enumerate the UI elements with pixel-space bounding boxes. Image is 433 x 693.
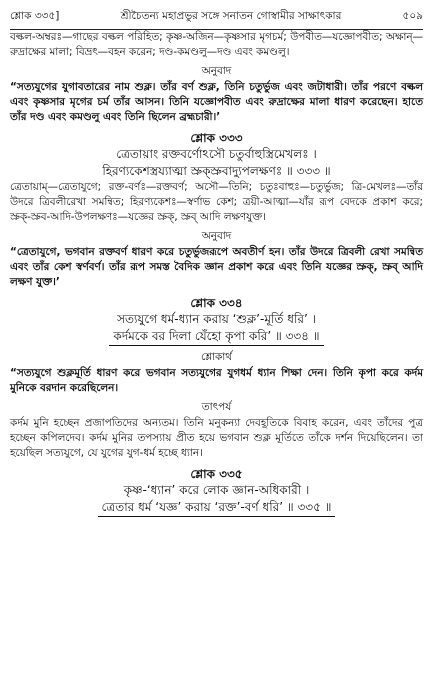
paragraph-tr-334: “সত্যযুগে শুক্লমূর্তি ধারণ করে ভগবান সত্যযুগের যুগধর্ম ধ্যান শিক্ষা দেন। তিনি কৃপা করে কর্দম মুনিকে বরদান করেছিলেন। xyxy=(10,367,423,394)
paragraph-wm-333: ত্রেতায়াম্—ত্রেতাযুগে; রক্ত-বর্ণঃ—রক্তবর্ণ; অসৌ—তিনি; চতুঃবাহুঃ—চতুর্ভুজ; ত্রি-মেখলঃ—তাঁর উদরে ত্রিবলীরেখা সমন্বিত; হিরণ্যকেশঃ—স্বর্ণাভ কেশ; ত্রয়ী-আত্মা—যাঁর রূপ বেদকে প্রকাশ করে; স্রুক্-স্রুব-আদি-উপলক্ষণঃ—যজ্ঞের স্রুক্, স্রুব্ আদি লক্ষণযুক্ত। xyxy=(10,181,423,223)
section-label-label-anuvad-1: অনুবাদ xyxy=(201,65,232,77)
page-number: ৫০৯ xyxy=(402,10,423,22)
section-label-label-anuvad-2: অনুবাদ xyxy=(201,230,232,242)
page-body xyxy=(10,30,423,517)
verse-line-v335-1: কৃষ্ণ-‘ধ্যান’ করে লোক জ্ঞান-অধিকারী । xyxy=(123,483,310,497)
section-label-label-tatparya: তাৎপর্য xyxy=(201,401,232,413)
verse-line-text: কর্দমকে বর দিলা যেঁহো কৃপা করি’ ॥ ৩৩৪ ॥ xyxy=(109,328,323,346)
header-verse-ref: শ্লোক ৩৩৫] xyxy=(10,10,60,22)
running-header xyxy=(10,8,423,30)
paragraph-tr-333: “ত্রেতাযুগে, ভগবান রক্তবর্ণ ধারণ করে চতুর্ভুজরূপে অবতীর্ণ হন। তাঁর উদরে ত্রিবলী রেখা সমন্বিত এবং তাঁর কেশ স্বর্ণবর্ণ। তাঁর রূপ সমস্ত বৈদিক জ্ঞান প্রকাশ করে এবং তিনি যজ্ঞের স্রুক্, স্রুব্ আদি লক্ষণ যুক্ত।’ xyxy=(10,246,423,288)
section-label-label-shlokartha: শ্লোকার্থ xyxy=(200,351,233,363)
paragraph-wm-332: বল্কল-অম্বরঃ—গাছের বল্কল পরিহিত; কৃষ্ণ-অজিন—কৃষ্ণসার মৃগচর্ম; উপবীত—যজ্ঞোপবীত; অক্ষান্—রুদ্রাক্ষের মালা; বিভ্রৎ—বহন করেন; দণ্ড-কমণ্ডলু—দণ্ড এবং কমণ্ডলু। xyxy=(10,31,423,58)
verse-line-v334-1: সত্যযুগে ধর্ম-ধ্যান করায় ‘শুক্ল’-মূর্তি ধরি’ । xyxy=(117,312,316,326)
verse-line-text: ত্রেতার ধর্ম ‘যজ্ঞ’ করায় ‘রক্ত’-বর্ণ ধরি’ ॥ ৩৩৫ ॥ xyxy=(98,499,336,517)
verse-line-v334-2 xyxy=(10,328,423,346)
verse-heading-title-335: শ্লোক ৩৩৫ xyxy=(190,467,243,481)
verse-line-v333-1: ত্রেতায়াং রক্তবর্ণোঽসৌ চতুর্বাহুস্ত্রিমেখলঃ । xyxy=(116,147,317,161)
paragraph-pur-334: কর্দম মুনি হচ্ছেন প্রজাপতিদের অন্যতম। তিনি মনুকন্যা দেবহূতিকে বিবাহ করেন, এবং তাঁদের পুত্র হচ্ছেন কপিলদেব। কর্দম মুনির তপস্যায় প্রীত হয়ে ভগবান শুক্ল মূর্তিতে তাঁকে দর্শন দিয়েছিলেন। তা হয়েছিল সত্যযুগে, যে যুগের যুগ-ধর্ম হচ্ছে ধ্যান। xyxy=(10,417,423,459)
header-chapter-title: শ্রীচৈতন্য মহাপ্রভুর সঙ্গে সনাতন গোস্বামীর সাক্ষাৎকার xyxy=(120,10,342,22)
verse-heading-title-333: শ্লোক ৩৩৩ xyxy=(190,131,243,145)
verse-line-v335-2 xyxy=(10,499,423,517)
paragraph-tr-332: “সত্যযুগের যুগাবতারের নাম শুক্ল। তাঁর বর্ণ শুক্ল, তিনি চতুর্ভুজ এবং জটাধারী। তাঁর পরণে বল্কল এবং কৃষ্ণসার মৃগের চর্ম তাঁর আসন। তিনি যজ্ঞোপবীত এবং রুদ্রাক্ষের মালা ধারণ করেছেন। হাতে তাঁর দণ্ড এবং কমণ্ডলু এবং তিনি ছিলেন ব্রহ্মচারী।’ xyxy=(10,81,423,123)
verse-heading-title-334: শ্লোক ৩৩৪ xyxy=(190,296,243,310)
verse-line-v333-2: হিরণ্যকেশস্ত্রয্যাত্মা স্রুক্স্রুবাদ্যুপলক্ষণঃ ॥ ৩৩৩ ॥ xyxy=(102,164,331,178)
